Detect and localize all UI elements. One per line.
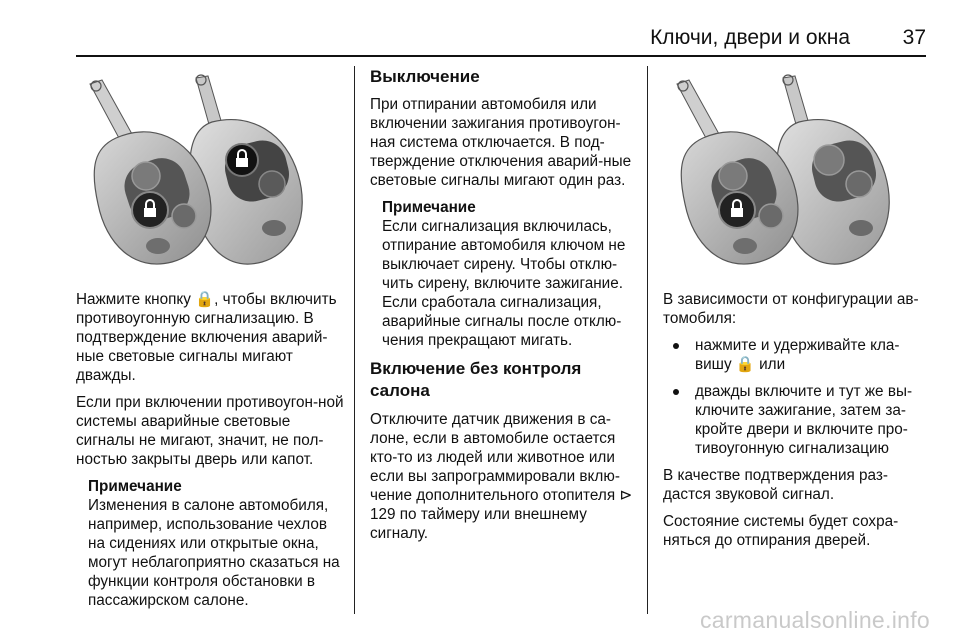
remote-keys-figure <box>663 64 931 272</box>
bullet-icon <box>673 343 679 349</box>
section-heading-disarm: Выключение <box>370 67 480 86</box>
note-block <box>382 198 636 350</box>
remote-keys-figure <box>76 64 344 272</box>
page-number: 37 <box>902 26 926 49</box>
config-intro: В зависимости от конфигурации ав-томобиля: <box>663 291 919 327</box>
page-header <box>0 0 960 56</box>
note-block <box>88 477 346 610</box>
header-divider <box>76 55 926 57</box>
note-title: Примечание <box>88 478 182 495</box>
list-item <box>663 336 928 374</box>
list-item-text: нажмите и удерживайте кла-вишу 🔒 или <box>695 337 900 373</box>
right-column <box>663 64 928 558</box>
note-text: Изменения в салоне автомобиля, например, использование чехлов на сидениях или открытые окна, могут неблагоприятно сказаться на функции контроля обстановки в пассажирском салоне. <box>88 497 340 609</box>
options-list <box>663 336 928 458</box>
list-item <box>663 382 928 458</box>
arming-instruction: Нажмите кнопку 🔒, чтобы включить противоугонную сигнализацию. В подтверждение включения аварий-ные световые сигналы мигают дважды. <box>76 291 337 384</box>
middle-column <box>370 66 636 551</box>
remote-keys-illustration <box>663 64 931 272</box>
arming-failure-text: Если при включении противоугон-ной системы аварийные световые сигналы не мигают, значит, не пол-ностью закрыты дверь или капот. <box>76 394 344 468</box>
confirmation-text: В качестве подтверждения раз-дастся звуковой сигнал. <box>663 467 888 503</box>
column-divider-2 <box>647 66 648 614</box>
left-column <box>76 64 346 618</box>
column-divider-1 <box>354 66 355 614</box>
state-retention-text: Состояние системы будет сохра-няться до отпирания дверей. <box>663 513 899 549</box>
page-title: Ключи, двери и окна <box>650 26 850 49</box>
bullet-icon <box>673 389 679 395</box>
disarm-text: При отпирании автомобиля или включении зажигания противоугон-ная система отключается. В под-тверждение отключения аварий-ные световые сигналы мигают один раз. <box>370 96 632 189</box>
note-text: Если сигнализация включилась, отпирание автомобиля ключом не выключает сирену. Чтобы отклю-чить сирену, включите зажигание. Если сработала сигнализация, аварийные сигналы после отклю-чения прекращают мигать. <box>382 218 626 349</box>
list-item-text: дважды включите и тут же вы-ключите зажигание, затем за-кройте двери и включите про-тивоугонную сигнализацию <box>695 383 913 457</box>
no-monitoring-text: Отключите датчик движения в са-лоне, если в автомобиле остается кто-то из людей или животное или если вы запрограммировали вклю-чение дополнительного отопителя ⊳ 129 по таймеру или внешнему сигналу. <box>370 411 633 542</box>
note-title: Примечание <box>382 199 476 216</box>
remote-keys-illustration <box>76 64 344 272</box>
watermark: carmanualsonline.info <box>699 607 930 633</box>
section-heading-no-monitoring: Включение без контроля салона <box>370 359 582 400</box>
